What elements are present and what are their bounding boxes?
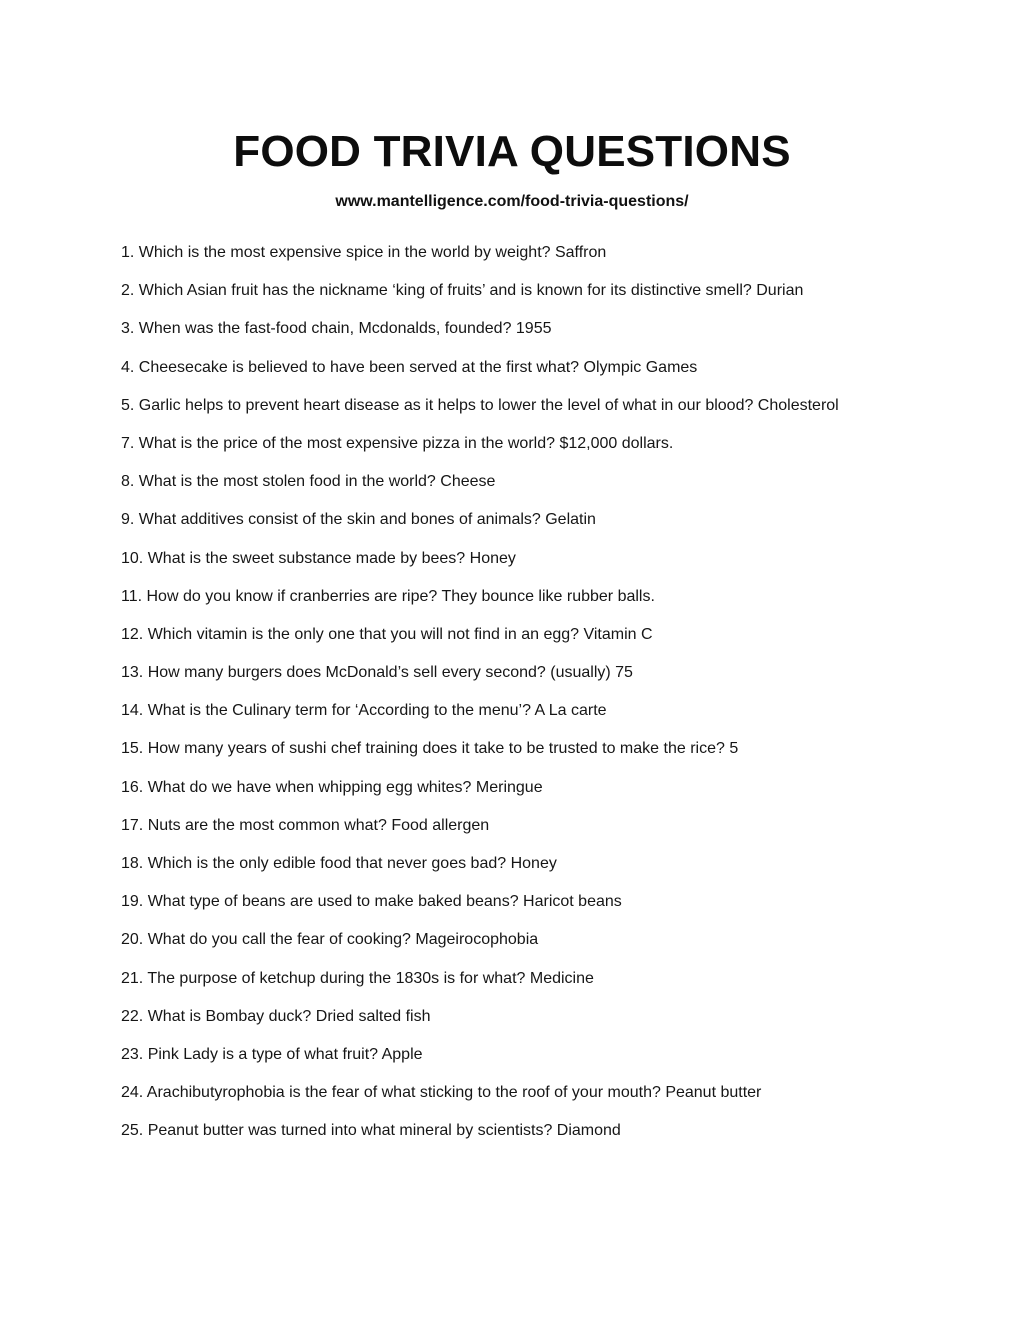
question-item: 12. Which vitamin is the only one that you will not find in an egg? Vitamin C: [121, 625, 653, 643]
question-item: 4. Cheesecake is believed to have been served at the first what? Olympic Games: [121, 358, 698, 376]
question-item: 23. Pink Lady is a type of what fruit? Apple: [121, 1045, 423, 1063]
page-title: FOOD TRIVIA QUESTIONS: [233, 127, 791, 176]
question-item: 22. What is Bombay duck? Dried salted fish: [121, 1007, 431, 1025]
question-item: 25. Peanut butter was turned into what mineral by scientists? Diamond: [121, 1122, 621, 1140]
question-list: [121, 242, 1001, 1159]
question-item: 5. Garlic helps to prevent heart disease as it helps to lower the level of what in our blood? Cholesterol: [121, 396, 839, 414]
question-item: 3. When was the fast-food chain, Mcdonalds, founded? 1955: [121, 320, 552, 338]
question-item: 24. Arachibutyrophobia is the fear of what sticking to the roof of your mouth? Peanut butter: [121, 1084, 762, 1102]
question-item: 21. The purpose of ketchup during the 1830s is for what? Medicine: [121, 969, 594, 987]
question-item: 20. What do you call the fear of cooking? Mageirocophobia: [121, 931, 539, 949]
question-item: 8. What is the most stolen food in the world? Cheese: [121, 473, 496, 491]
question-item: 19. What type of beans are used to make baked beans? Haricot beans: [121, 893, 622, 911]
question-item: 13. How many burgers does McDonald’s sell every second? (usually) 75: [121, 664, 633, 682]
question-item: 17. Nuts are the most common what? Food allergen: [121, 816, 490, 834]
question-item: 16. What do we have when whipping egg whites? Meringue: [121, 778, 543, 796]
question-item: 9. What additives consist of the skin and bones of animals? Gelatin: [121, 511, 596, 529]
question-item: 7. What is the price of the most expensive pizza in the world? $12,000 dollars.: [121, 434, 674, 452]
question-item: 10. What is the sweet substance made by bees? Honey: [121, 549, 516, 567]
question-item: 11. How do you know if cranberries are ripe? They bounce like rubber balls.: [121, 587, 655, 605]
question-item: 1. Which is the most expensive spice in the world by weight? Saffron: [121, 244, 607, 261]
question-item: 2. Which Asian fruit has the nickname ‘king of fruits’ and is known for its distinctive smell? Durian: [121, 282, 804, 300]
source-url: www.mantelligence.com/food-trivia-questions/: [335, 193, 689, 210]
question-item: 15. How many years of sushi chef training does it take to be trusted to make the rice? 5: [121, 740, 739, 758]
question-item: 18. Which is the only edible food that never goes bad? Honey: [121, 855, 557, 872]
question-item: 14. What is the Culinary term for ‘According to the menu’? A La carte: [121, 702, 607, 720]
